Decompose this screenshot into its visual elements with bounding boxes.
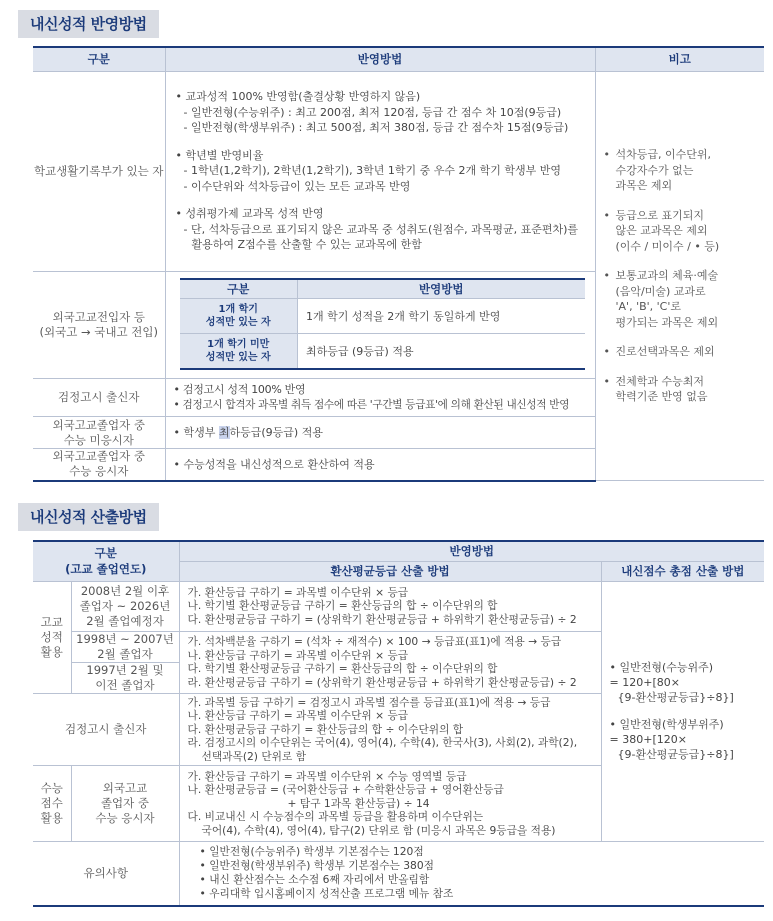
- text-line: 외국고교졸업자 중: [52, 417, 146, 432]
- text-line: 평가되는 과목은 제외: [615, 315, 719, 329]
- text-line: 활용: [40, 811, 63, 825]
- header-method: 반영방법: [179, 541, 764, 561]
- inner-key: [180, 299, 298, 334]
- header-total-score: 내신점수 총점 산출 방법: [601, 561, 764, 581]
- text-line: 석차등급, 이수단위,: [615, 148, 711, 161]
- text-line: 성적만 있는 자: [205, 352, 271, 363]
- text-line: 수능 응시자: [69, 464, 129, 479]
- text-line: 않은 교과목은 제외: [615, 224, 708, 237]
- remark-item: • 석차등급, 이수단위, 수강자수가 없는 과목은 제외: [603, 148, 711, 192]
- text-line: 선택과목(2) 단위로 함: [201, 749, 307, 763]
- list-item: • 일반전형(학생부위주) 학생부 기본점수는 380점: [199, 859, 434, 873]
- text-line: • 학년별 반영비율: [175, 148, 264, 162]
- category-ged: 검정고시 출신자: [33, 693, 179, 766]
- text-line: 나. 환산등급 구하기 = 과목별 이수단위 × 등급: [187, 648, 409, 662]
- text-line: (이수 / 미이수 / • 등): [615, 239, 720, 253]
- method-foreign-transfer: [165, 271, 595, 379]
- header-category: [33, 541, 179, 581]
- header-remarks: 비고: [595, 47, 764, 71]
- text-line: • 일반전형(수능위주): [609, 661, 714, 675]
- text-line: 1개 학기: [218, 304, 258, 315]
- notes-list: [179, 842, 764, 906]
- text-line: 나. 환산등급 구하기 = 과목별 이수단위 × 등급: [187, 709, 409, 722]
- text-line: 수강자수가 없는: [615, 163, 694, 177]
- inner-header-category: 구분: [180, 279, 298, 299]
- text-line: • 교과성적 100% 반영함(출결상황 반영하지 않음): [175, 90, 421, 104]
- text-line: 외국고교전입자 등: [52, 309, 146, 324]
- section-title-grade-calc: 내신성적 산출방법: [18, 503, 159, 531]
- method-2008-after: [179, 581, 601, 631]
- text-line: 다. 환산평균등급 구하기 = (상위학기 환산평균등급 + 하위학기 환산평균등급) ÷ 2: [187, 612, 577, 626]
- text-line: 수능: [40, 781, 63, 795]
- text-line: 나. 환산평균등급 = (국어환산등급 + 수학환산등급 + 영어환산등급: [187, 783, 504, 797]
- remarks-cell: [595, 71, 764, 481]
- list-item: • 내신 환산점수는 소수점 6째 자리에서 반올림함: [199, 873, 430, 887]
- text-span: 하등급(9등급) 적용: [229, 425, 323, 439]
- category-foreign-no-csat: [33, 417, 165, 449]
- remark-item: • 진로선택과목은 제외: [603, 345, 715, 358]
- category-ged: 검정고시 출신자: [33, 379, 165, 417]
- text-selection: 최: [218, 425, 230, 439]
- text-line: 이전 졸업자: [95, 677, 155, 692]
- group-csat-scores: [33, 766, 71, 842]
- text-line: + 탐구 1과목 환산등급) ÷ 14: [287, 796, 430, 810]
- text-line: = 380+[120×: [609, 733, 687, 747]
- text-line: 구분: [94, 546, 117, 561]
- text-line: 외국고교졸업자 중: [52, 449, 146, 464]
- method-foreign-no-csat: [165, 417, 595, 449]
- text-line: 'A', 'B', 'C'로: [615, 300, 682, 313]
- text-line: 졸업자 ~ 2026년: [79, 598, 171, 613]
- year-1997-before: [71, 662, 179, 693]
- method-foreign-csat: [179, 766, 601, 842]
- grade-reflection-table: [33, 46, 764, 482]
- text-line: 1998년 ~ 2007년: [76, 631, 174, 646]
- method-school-record: [165, 71, 595, 271]
- text-line: (음악/미술) 교과로: [615, 284, 706, 298]
- text-line: = 120+[80×: [609, 676, 680, 690]
- category-foreign-csat: [33, 449, 165, 481]
- text-line: - 일반전형(수능위주) : 최고 200점, 최저 120점, 등급 간 점수 차 10점(9등급): [183, 105, 562, 119]
- text-line: 활용하여 Z점수를 산출할 수 있는 교과목에 한함: [191, 238, 422, 252]
- text-span: • 학생부: [173, 425, 219, 439]
- text-line: • 검정고시 합격자 과목별 취득 점수에 따른 '구간별 등급표'에 의해 환산된 내신성적 반영: [173, 398, 570, 411]
- text-line: 졸업자 중: [100, 796, 150, 810]
- text-line: 전체학과 수능최저: [615, 374, 705, 388]
- method-1998-and-before: [179, 631, 601, 693]
- text-line: 나. 학기별 환산평균등급 구하기 = 환산등급의 합 ÷ 이수단위의 합: [187, 599, 498, 613]
- remark-item: • 보통교과의 체육·예술 (음악/미술) 교과로 'A', 'B', 'C'로 평가되는 과목은 제외: [603, 269, 719, 329]
- text-line: 국어(4), 수학(4), 영어(4), 탐구(2) 단위로 함 (미응시 과목은 9등급을 적용): [201, 823, 556, 837]
- text-line: 점수: [40, 796, 63, 810]
- text-line: 1개 학기 미만: [207, 339, 270, 350]
- text-line: 다. 비교내신 시 수능점수의 과목별 등급을 활용하며 이수단위는: [187, 810, 484, 824]
- text-line: 수능 미응시자: [63, 432, 134, 447]
- inner-key: [180, 334, 298, 370]
- text-line: 고교: [40, 614, 63, 629]
- text-line: 등급으로 표기되지: [615, 208, 705, 222]
- text-line: - 이수단위와 석차등급이 있는 모든 교과목 반영: [183, 179, 411, 193]
- method-foreign-csat: • 수능성적을 내신성적으로 환산하여 적용: [165, 449, 595, 481]
- text-line: {9-환산평균등급}÷8}]: [617, 748, 734, 762]
- category-foreign-csat: [71, 766, 179, 842]
- inner-value: 최하등급 (9등급) 적용: [298, 334, 585, 370]
- text-line: (외국고 → 국내고 전입): [39, 324, 158, 339]
- group-school-grades: [33, 581, 71, 693]
- text-line: 다. 환산평균등급 구하기 = 환산등급의 합 ÷ 이수단위의 합: [187, 722, 464, 736]
- text-line: - 일반전형(학생부위주) : 최고 500점, 최저 380점, 등급 간 점수차 15점(9등급): [183, 121, 569, 135]
- total-score-cell: [601, 581, 764, 842]
- header-method: 반영방법: [165, 47, 595, 71]
- method-ged: [179, 693, 601, 766]
- inner-value: 1개 학기 성적을 2개 학기 동일하게 반영: [298, 299, 585, 334]
- year-2008-after: [71, 581, 179, 631]
- text-line: 2월 졸업예정자: [86, 613, 164, 628]
- text-line: 다. 학기별 환산평균등급 구하기 = 환산등급의 합 ÷ 이수단위의 합: [187, 662, 498, 675]
- text-line: 라. 환산평균등급 구하기 = (상위학기 환산평균등급 + 하위학기 환산평균등급) ÷ 2: [187, 675, 577, 689]
- text-line: 2월 졸업자: [97, 646, 153, 661]
- text-line: 과목은 제외: [615, 179, 673, 192]
- category-foreign-transfer: [33, 271, 165, 379]
- text-line: 성적만 있는 자: [205, 317, 271, 328]
- text-line: 가. 환산등급 구하기 = 과목별 이수단위 × 수능 영역별 등급: [187, 769, 467, 783]
- list-item: • 우리대학 입시홈페이지 성적산출 프로그램 메뉴 참조: [199, 887, 454, 901]
- list-item: • 일반전형(수능위주) 학생부 기본점수는 120점: [199, 845, 424, 859]
- text-line: • 성취평가제 교과목 성적 반영: [175, 207, 324, 221]
- text-line: 수능 응시자: [95, 811, 155, 825]
- text-line: {9-환산평균등급}÷8}]: [617, 691, 734, 705]
- header-avg-grade: 환산평균등급 산출 방법: [179, 561, 601, 581]
- text-line: 외국고교: [102, 781, 148, 795]
- text-line: 가. 환산등급 구하기 = 과목별 이수단위 × 등급: [187, 585, 409, 599]
- text-line: • 일반전형(학생부위주): [609, 718, 724, 732]
- text-line: 학력기준 반영 없음: [615, 390, 708, 403]
- method-ged: [165, 379, 595, 417]
- text-line: 1997년 2월 및: [86, 662, 164, 677]
- inner-table: [180, 278, 585, 371]
- text-line: 라. 검정고시의 이수단위는 국어(4), 영어(4), 수학(4), 한국사(3), 사회(2), 과학(2),: [187, 736, 578, 749]
- header-category: 구분: [33, 47, 165, 71]
- text-line: 진로선택과목은 제외: [615, 345, 715, 358]
- text-line: • 검정고시 성적 100% 반영: [173, 383, 306, 396]
- grade-calc-table: [33, 540, 764, 907]
- text-line: - 1학년(1,2학기), 2학년(1,2학기), 3학년 1학기 중 우수 2개 학기 학생부 반영: [183, 164, 561, 178]
- inner-header-method: 반영방법: [298, 279, 585, 299]
- text-line: 가. 석차백분율 구하기 = (석차 ÷ 재적수) × 100 → 등급표(표1)에 적용 → 등급: [187, 635, 562, 648]
- category-notes: 유의사항: [33, 842, 179, 906]
- text-line: - 단, 석차등급으로 표기되지 않은 교과목 중 성취도(원점수, 과목평균, 표준편차)를: [183, 222, 579, 236]
- remark-item: • 등급으로 표기되지 않은 교과목은 제외 (이수 / 미이수 / • 등): [603, 208, 720, 253]
- year-1998-2007: [71, 631, 179, 662]
- section-title-grade-reflection: 내신성적 반영방법: [18, 10, 159, 38]
- text-line: 2008년 2월 이후: [80, 583, 170, 598]
- text-line: (고교 졸업연도): [65, 562, 147, 577]
- text-line: 성적: [40, 629, 63, 644]
- text-line: 활용: [40, 644, 63, 659]
- text-line: 보통교과의 체육·예술: [615, 269, 719, 282]
- category-school-record: 학교생활기록부가 있는 자: [33, 71, 165, 271]
- remark-item: • 전체학과 수능최저 학력기준 반영 없음: [603, 374, 708, 403]
- text-line: 가. 과목별 등급 구하기 = 검정고시 과목별 점수를 등급표(표1)에 적용 → 등급: [187, 695, 551, 709]
